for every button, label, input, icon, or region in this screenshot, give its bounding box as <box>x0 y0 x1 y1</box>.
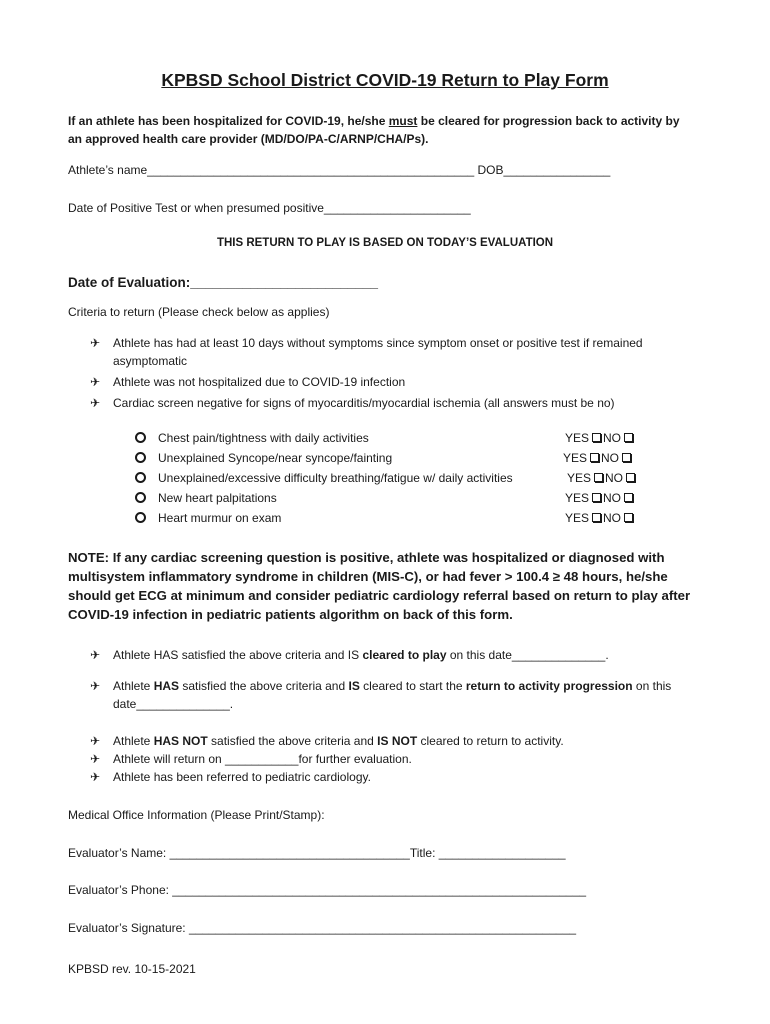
outcome-text: Athlete has been referred to pediatric cardiology. <box>113 770 371 784</box>
screen-question: Chest pain/tightness with daily activities <box>158 431 369 445</box>
intro-emphasis: must <box>388 114 418 128</box>
yes-no-checkboxes[interactable] <box>567 471 637 485</box>
arrow-icon: ✈ <box>90 375 101 389</box>
yes-no-checkboxes[interactable] <box>565 511 635 525</box>
arrow-icon: ✈ <box>90 336 101 350</box>
note-line: should get ECG at minimum and consider pediatric cardiology referral based on return to play after <box>68 588 691 603</box>
note-line: multisystem inflammatory syndrome in children (MIS-C), or had fever > 100.4 ≥ 48 hours, he/she <box>68 569 668 584</box>
bullet-circle-icon <box>135 472 146 483</box>
no-checkbox[interactable] <box>624 493 633 502</box>
no-label: NO <box>603 511 622 525</box>
yes-label: YES <box>565 431 590 445</box>
arrow-icon: ✈ <box>90 396 101 410</box>
intro-text: be cleared for progression back to activity by <box>417 114 680 128</box>
no-checkbox[interactable] <box>622 453 631 462</box>
criteria-text: Athlete has had at least 10 days without symptoms since symptom onset or positive test if remained <box>113 336 643 350</box>
bullet-circle-icon <box>135 432 146 443</box>
no-label: NO <box>603 491 622 505</box>
bullet-circle-icon <box>135 452 146 463</box>
cardiology-note <box>68 548 708 624</box>
outcome-text: Athlete HAS satisfied the above criteria and IS cleared to start the return to activity progression on this <box>113 679 672 693</box>
no-checkbox[interactable] <box>626 473 635 482</box>
yes-label: YES <box>565 511 590 525</box>
criteria-text: asymptomatic <box>113 354 188 368</box>
no-label: NO <box>601 451 620 465</box>
footer-revision: KPBSD rev. 10-15-2021 <box>68 962 196 976</box>
no-label: NO <box>605 471 624 485</box>
yes-checkbox[interactable] <box>592 433 601 442</box>
yes-no-checkboxes[interactable] <box>565 491 635 505</box>
yes-checkbox[interactable] <box>590 453 599 462</box>
athlete-name-field[interactable]: Athlete’s name_________________________________________________ DOB________________ <box>68 163 611 177</box>
arrow-icon: ✈ <box>90 752 101 766</box>
evaluator-signature-field[interactable]: Evaluator’s Signature: __________________________________________________________ <box>68 921 577 935</box>
positive-test-date-field[interactable]: Date of Positive Test or when presumed positive______________________ <box>68 201 471 215</box>
evaluator-phone-field[interactable]: Evaluator’s Phone: ______________________________________________________________ <box>68 883 587 897</box>
intro-text: If an athlete has been hospitalized for COVID-19, he/she <box>68 114 389 128</box>
screen-question: New heart palpitations <box>158 491 277 505</box>
yes-checkbox[interactable] <box>594 473 603 482</box>
yes-checkbox[interactable] <box>592 513 601 522</box>
criteria-text: Athlete was not hospitalized due to COVID-19 infection <box>113 375 406 389</box>
no-checkbox[interactable] <box>624 513 633 522</box>
screen-question: Unexplained Syncope/near syncope/fainting <box>158 451 393 465</box>
yes-no-checkboxes[interactable] <box>565 431 635 445</box>
outcome-text: Athlete HAS satisfied the above criteria and IS cleared to play on this date______________. <box>113 648 609 662</box>
bullet-circle-icon <box>135 492 146 503</box>
yes-label: YES <box>563 451 588 465</box>
intro-line-2: an approved health care provider (MD/DO/PA-C/ARNP/CHA/Ps). <box>68 132 429 146</box>
no-checkbox[interactable] <box>624 433 633 442</box>
evaluator-name-field[interactable]: Evaluator’s Name: ____________________________________Title: ___________________ <box>68 846 566 860</box>
bullet-circle-icon <box>135 512 146 523</box>
page-title: KPBSD School District COVID-19 Return to Play Form <box>161 70 609 90</box>
yes-label: YES <box>565 491 590 505</box>
arrow-icon: ✈ <box>90 734 101 748</box>
intro-line-1 <box>68 114 680 128</box>
screen-question: Unexplained/excessive difficulty breathing/fatigue w/ daily activities <box>158 471 513 485</box>
note-line: NOTE: If any cardiac screening question is positive, athlete was hospitalized or diagnosed with <box>68 550 665 565</box>
outcome-date-field[interactable]: date______________. <box>113 697 234 711</box>
criteria-text: Cardiac screen negative for signs of myocarditis/myocardial ischemia (all answers must be no) <box>113 396 615 410</box>
yes-label: YES <box>567 471 592 485</box>
no-label: NO <box>603 431 622 445</box>
screen-question: Heart murmur on exam <box>158 511 282 525</box>
arrow-icon: ✈ <box>90 679 101 693</box>
note-line: COVID-19 infection in pediatric patients algorithm on back of this form. <box>68 607 513 622</box>
criteria-intro: Criteria to return (Please check below as applies) <box>68 305 330 319</box>
outcome-text: Athlete will return on ___________for further evaluation. <box>113 752 412 766</box>
evaluation-heading: THIS RETURN TO PLAY IS BASED ON TODAY’S EVALUATION <box>216 237 554 249</box>
arrow-icon: ✈ <box>90 770 101 784</box>
yes-no-checkboxes[interactable] <box>563 451 633 465</box>
outcome-text: Athlete HAS NOT satisfied the above criteria and IS NOT cleared to return to activity. <box>113 734 564 748</box>
arrow-icon: ✈ <box>90 648 101 662</box>
date-of-evaluation-field[interactable]: Date of Evaluation:_________________________ <box>68 275 378 290</box>
medical-office-heading: Medical Office Information (Please Print/Stamp): <box>68 808 325 822</box>
yes-checkbox[interactable] <box>592 493 601 502</box>
